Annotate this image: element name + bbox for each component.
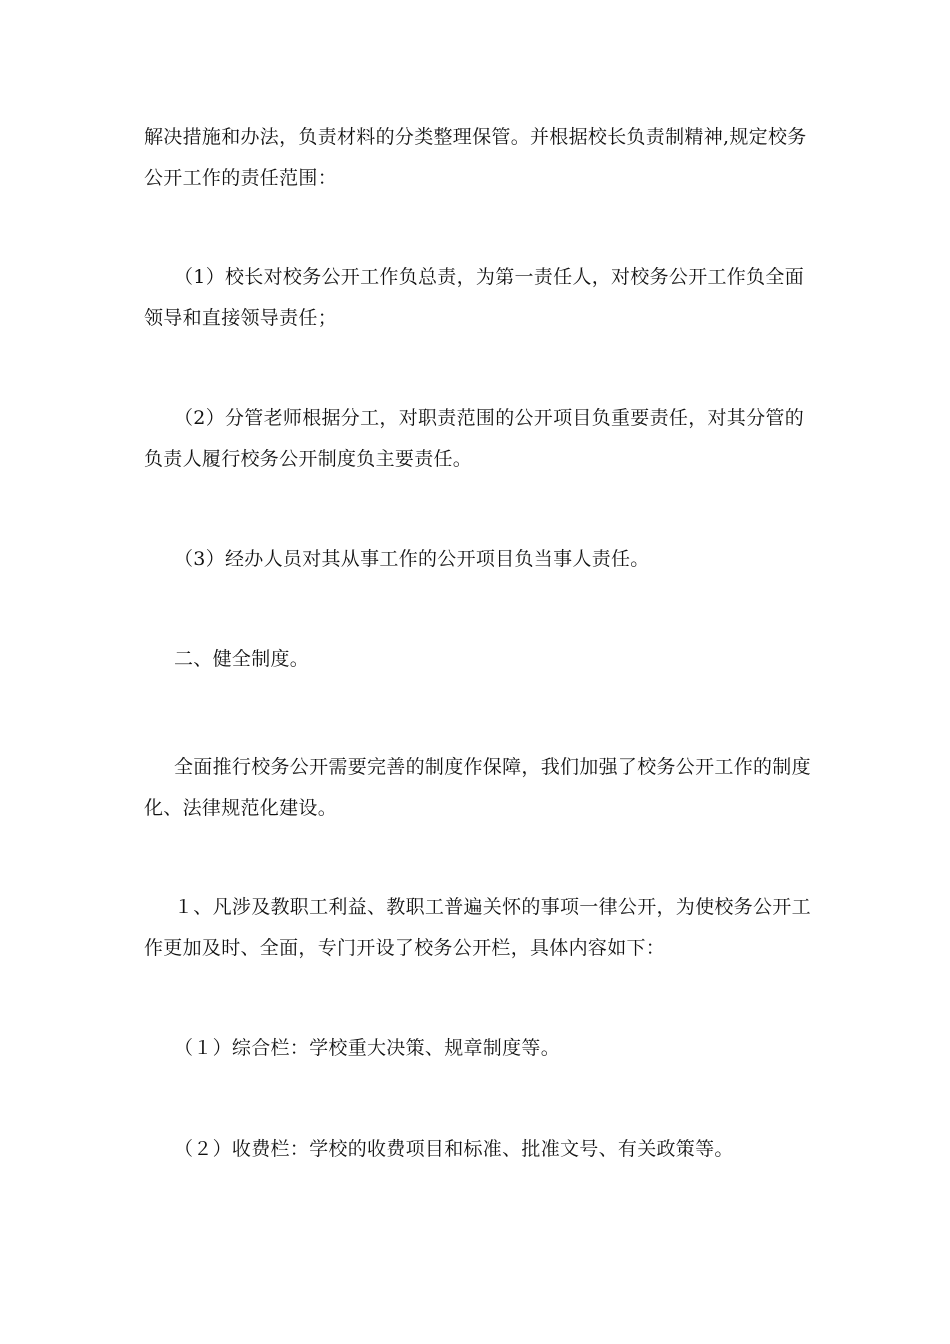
paragraph-public-column: １、凡涉及教职工利益、教职工普遍关怀的事项一律公开，为使校务公开工作更加及时、全面，专门开设了校务公开栏，具体内容如下：: [144, 896, 811, 959]
section-heading-system: 二、健全制度。: [174, 648, 310, 670]
paragraph-fee-column: （２）收费栏：学校的收费项目和标准、批准文号、有关政策等。: [174, 1138, 734, 1160]
paragraph-system-building: 全面推行校务公开需要完善的制度作保障，我们加强了校务公开工作的制度化、法律规范化建设。: [144, 756, 811, 819]
paragraph-staff-responsibility: （3）经办人员对其从事工作的公开项目负当事人责任。: [174, 548, 650, 570]
paragraph-principal-responsibility: （1）校长对校务公开工作负总责，为第一责任人，对校务公开工作负全面领导和直接领导责任；: [144, 266, 804, 329]
paragraph-general-column: （１）综合栏：学校重大决策、规章制度等。: [174, 1037, 561, 1059]
paragraph-teacher-responsibility: （2）分管老师根据分工，对职责范围的公开项目负重要责任，对其分管的负责人履行校务公开制度负主要责任。: [144, 407, 804, 470]
paragraph-responsibility-intro: 解决措施和办法，负责材料的分类整理保管。并根据校长负责制精神,规定校务公开工作的责任范围：: [144, 126, 807, 189]
